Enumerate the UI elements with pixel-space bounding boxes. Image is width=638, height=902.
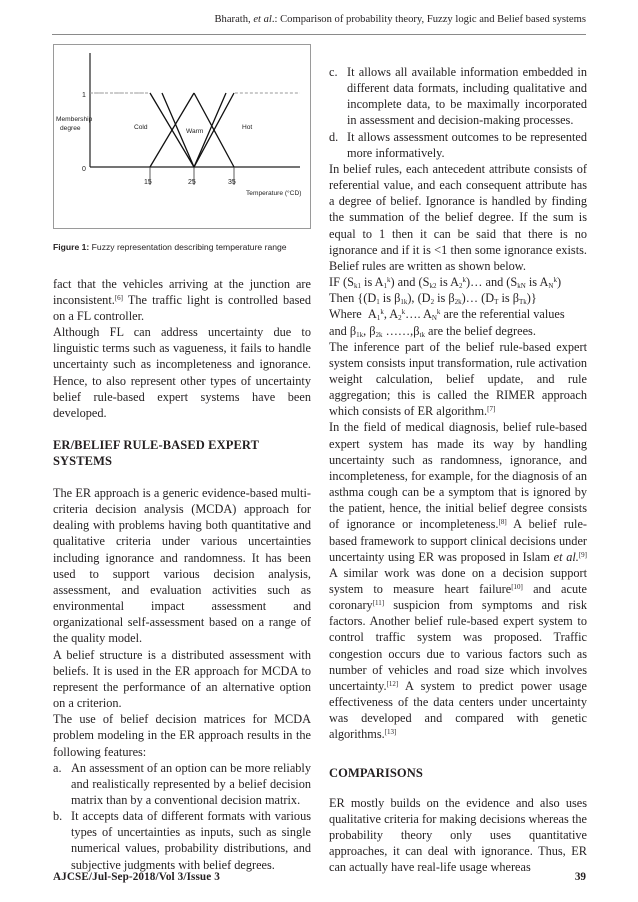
list-text: It allows assessment outcomes to be represented more informatively. <box>347 129 587 160</box>
text-run: A similar work was done on a decision support system to measure heart failure <box>329 565 587 596</box>
footer-journal: AJCSE/Jul-Sep-2018/Vol 3/Issue 3 <box>53 871 220 883</box>
text-run: A belief rule-based framework to support clinical decisions under uncertainty using ER was proposed in Islam <box>329 517 588 564</box>
section-title-comparisons: COMPARISONS <box>329 765 423 780</box>
right-column <box>329 64 587 875</box>
left-paragraph-4: A belief structure is a distributed assessment with beliefs. It is used in the ER approach for MCDA to represent the performance of an alternative option on a criterion. <box>53 647 311 711</box>
list-marker: a. <box>53 760 62 775</box>
fuzzy-membership-chart <box>54 45 310 228</box>
right-paragraph-2 <box>329 339 587 420</box>
list-text: It accepts data of different formats with various types of uncertainties as inputs, such as single numerical values, probability distributions, and subjective judgments with belief degrees. <box>71 809 311 872</box>
citation: [13] <box>384 728 397 737</box>
header-title: .: Comparison of probability theory, Fuzzy logic and Belief based systems <box>271 14 586 25</box>
right-paragraph-3 <box>329 419 587 742</box>
list-text: An assessment of an option can be more reliably and realistically represented by a belief decision matrix than by a conventional decision matrix. <box>71 760 311 807</box>
figure-caption <box>53 242 309 254</box>
text-run: fact that the vehicles arriving at the junction are inconsistent. <box>53 276 311 307</box>
citation: [10] <box>511 583 523 591</box>
text-run: In the field of medical diagnosis, belief rule-based expert system has made its way by handling uncertainty such as randomness, ignorance, and incompleteness, for example, for the diagnosis of an asthma cough can be a symptom that is ignored by the patient, hence, the initial belief degree consists of ignorance or incompleteness. <box>329 420 587 532</box>
y-tick-1: 1 <box>82 92 86 99</box>
x-tick-35: 35 <box>228 179 236 186</box>
footer-page-number: 39 <box>574 871 586 883</box>
header-authors: Bharath, <box>214 14 254 25</box>
left-paragraph-2: Although FL can address uncertainty due to linguistic terms such as vagueness, it fails to handle uncertainty such as incompleteness and ignorance. Hence, to also represent other types of uncertainty belief rule-based expert systems have been developed. <box>53 325 311 420</box>
list-item <box>329 64 587 129</box>
text-run: IF (S <box>329 275 354 290</box>
y-tick-0: 0 <box>82 166 86 173</box>
list-marker: d. <box>329 129 339 144</box>
text-run: Where <box>329 307 362 322</box>
right-paragraph-1: In belief rules, each antecedent attribute consists of referential value, and each consequent attribute has a degree of belief. Ignorance is handled by finding the summation of the belief degree. If the sum is equal to 1 then it can be said that there is no ignorance and if it is <1 then some ignorance exists. Belief rules are written as shown below. <box>329 161 587 273</box>
list-text: It allows all available information embedded in different data formats, including qualitative and incomplete data, to be maximally incorporated in assessment and decision-making processes. <box>347 65 587 128</box>
list-item <box>53 760 311 808</box>
rule-if-line: IF ($S_{k1}$ is $A_1^k$) and ($S_{k2}$ is $A_2^k)\dots$ and ($S_{kN}$ is $A_N^k$) <box>329 275 562 291</box>
y-label-line-1: Membership <box>56 116 93 123</box>
label-hot: Hot <box>242 124 253 131</box>
list-item <box>329 129 587 161</box>
citation: [9] <box>578 550 588 559</box>
text-run: The traffic light is controlled based on a FL controller. <box>53 292 311 323</box>
citation: [6] <box>114 293 123 302</box>
label-warm: Warm <box>186 128 204 135</box>
rule-where-line: Where $A_1^k$, $A_2^k\dots$. $A_N^k$ are the referential values <box>329 307 565 323</box>
header-etal: et al <box>253 14 272 25</box>
list-marker: b. <box>53 809 63 824</box>
citation: [7] <box>487 405 496 414</box>
text-run: and β <box>329 323 357 338</box>
list-marker: c. <box>329 65 338 79</box>
left-paragraph-1 <box>53 276 311 324</box>
figure-caption-label: Figure 1: <box>53 242 90 252</box>
text-run: and acute coronary <box>329 582 587 613</box>
citation: [11] <box>372 599 385 608</box>
figure-caption-text: Fuzzy representation describing temperature range <box>89 242 287 252</box>
left-paragraph-3: The ER approach is a generic evidence-based multi-criteria decision analysis (MCDA) approach for dealing with problems having both quantitative and qualitative criteria under various uncertainties including ignorance and randomness. It has been used to support various decision analysis, assessment, and evaluation activities such as environmental impact assessment and organizational self-assessment based on a range of the quality model. <box>53 486 311 646</box>
citation: [12] <box>386 679 399 688</box>
header-rule <box>52 34 586 35</box>
label-cold: Cold <box>134 124 148 131</box>
text-run: et al. <box>553 549 579 564</box>
text-run: are the belief degrees. <box>428 323 536 338</box>
x-axis-label: Temperature (°CD) <box>246 190 302 197</box>
text-run: suspicion from symptoms and risk factors. Another belief rule-based expert system to control traffic system was proposed. Traffic congestion occurs due to various factors such as number of vehicles and road size which involves uncertainty. <box>329 598 587 693</box>
list-item <box>53 808 311 873</box>
citation: [8] <box>498 518 507 527</box>
x-tick-15: 15 <box>144 179 152 186</box>
right-paragraph-4: ER mostly builds on the evidence and also uses qualitative criteria for making decisions whereas the probability theory only uses quantitative approaches, it can deal with ignorance. Thus, ER can actually have real-life usage whereas <box>329 795 587 875</box>
section-title-er: ER/BELIEF RULE-BASED EXPERT SYSTEMS <box>53 438 259 468</box>
text-run: Then {(D <box>329 291 377 306</box>
running-header <box>48 14 586 25</box>
rule-then-line: Then {($D_1$ is $\beta_{1k}$), ($D_2$ is $\beta_{2k})\dots$ ($D_T$ is $\beta_{Tk}$)} <box>329 291 537 307</box>
left-column <box>53 44 311 873</box>
feature-list-left <box>53 760 311 873</box>
text-run: A system to predict power usage effectiveness of the data centers under uncertainty was developed and compared with genetic algorithms. <box>329 678 587 742</box>
x-tick-25: 25 <box>188 179 196 186</box>
figure-1 <box>53 44 311 229</box>
feature-list-right <box>329 64 587 161</box>
text-run: The inference part of the belief rule-based expert system consists input transformation, rule activation weight calculation, belief update, and rule aggregation; this is called the RIMER approach which consists of ER algorithm. <box>329 339 587 419</box>
left-paragraph-5: The use of belief decision matrices for MCDA problem modeling in the ER approach results in the following features: <box>53 712 311 759</box>
y-label-line-2: degree <box>60 125 81 132</box>
rule-and-line: and $\beta_{1k}$, $\beta_{2k}$ $\dots\dots,\beta_{tk}$ are the belief degrees. <box>329 323 536 339</box>
